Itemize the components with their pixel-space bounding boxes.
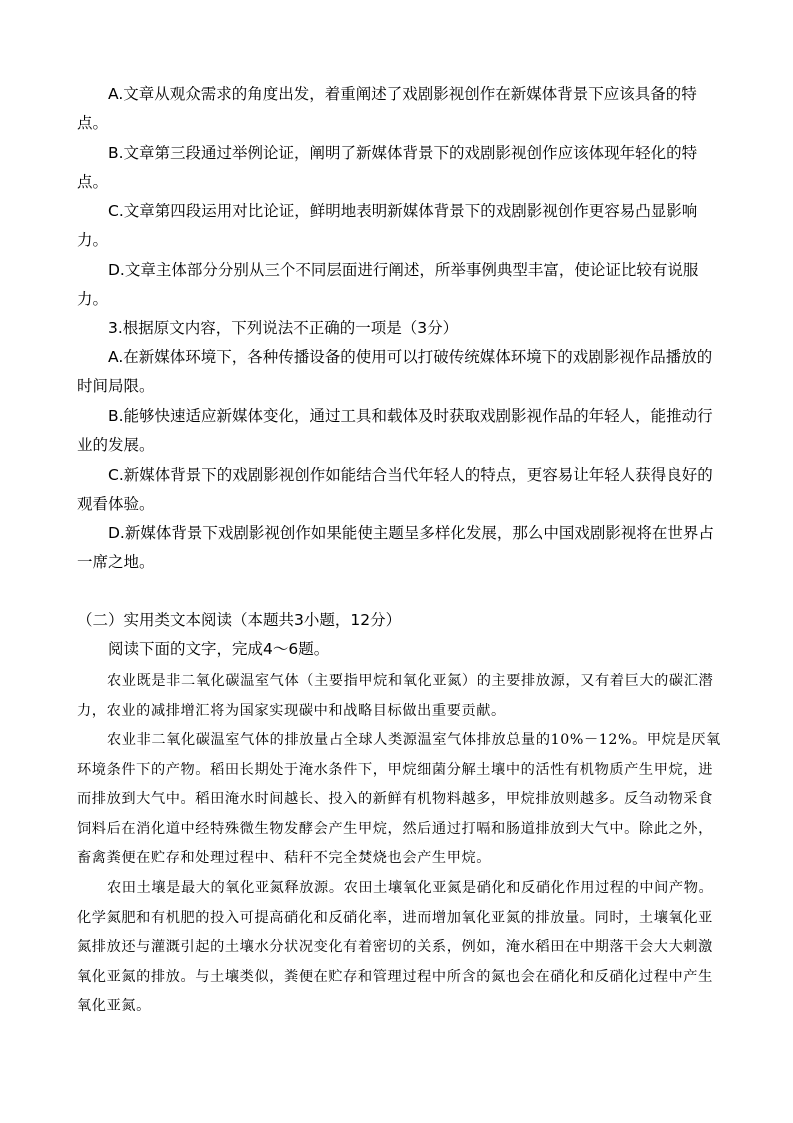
question3-option-d: D.新媒体背景下戏剧影视创作如果能使主题呈多样化发展，那么中国戏剧影视将在世界占一席之地。	[77, 524, 714, 571]
question3-option-a: A.在新媒体环境下，各种传播设备的使用可以打破传统媒体环境下的戏剧影视作品播放的时间局限。	[77, 348, 713, 395]
question3-stem: 3.根据原文内容，下列说法不正确的一项是（3分）	[108, 319, 459, 337]
question3-option-c: C.新媒体背景下的戏剧影视创作如能结合当代年轻人的特点，更容易让年轻人获得良好的观看体验。	[77, 466, 713, 513]
article-paragraph-1: 农业既是非二氧化碳温室气体（主要指甲烷和氧化亚氮）的主要排放源，又有着巨大的碳汇潜力，农业的减排增汇将为国家实现碳中和战略目标做出重要贡献。	[77, 673, 714, 719]
section2-heading: （二）实用类文本阅读（本题共3小题，12分）	[77, 611, 402, 629]
question2-option-a: A.文章从观众需求的角度出发，着重阐述了戏剧影视创作在新媒体背景下应该具备的特点。	[77, 85, 697, 132]
question2-option-c: C.文章第四段运用对比论证，鲜明地表明新媒体背景下的戏剧影视创作更容易凸显影响力。	[77, 202, 698, 249]
article-paragraph-3: 农田土壤是最大的氧化亚氮释放源。农田土壤氧化亚氮是硝化和反硝化作用过程的中间产物。化学氮肥和有机肥的投入可提高硝化和反硝化率，进而增加氧化亚氮的排放量。同时，土壤氧化亚氮排放还与灌溉引起的土壤水分状况变化有着密切的关系，例如，淹水稻田在中期落干会大大刺激氧化亚氮的排放。与土壤类似，粪便在贮存和管理过程中所含的氮也会在硝化和反硝化过程中产生氧化亚氮。	[77, 880, 714, 1014]
question2-option-d: D.文章主体部分分别从三个不同层面进行阐述，所举事例典型丰富，使论证比较有说服力。	[77, 261, 699, 308]
article-paragraph-2: 农业非二氧化碳温室气体的排放量占全球人类源温室气体排放总量的10%－12%。甲烷是厌氧环境条件下的产物。稻田长期处于淹水条件下，甲烷细菌分解土壤中的活性有机物质产生甲烷，进而排放到大气中。稻田淹水时间越长、投入的新鲜有机物料越多，甲烷排放则越多。反刍动物采食饲料后在消化道中经特殊微生物发酵会产生甲烷，然后通过打嗝和肠道排放到大气中。除此之外，畜禽粪便在贮存和处理过程中、秸秆不完全焚烧也会产生甲烷。	[77, 732, 721, 866]
question2-option-b: B.文章第三段通过举例论证，阐明了新媒体背景下的戏剧影视创作应该体现年轻化的特点。	[77, 144, 698, 191]
question3-option-b: B.能够快速适应新媒体变化，通过工具和载体及时获取戏剧影视作品的年轻人，能推动行业的发展。	[77, 407, 713, 454]
section2-instruction: 阅读下面的文字，完成4～6题。	[108, 640, 330, 658]
